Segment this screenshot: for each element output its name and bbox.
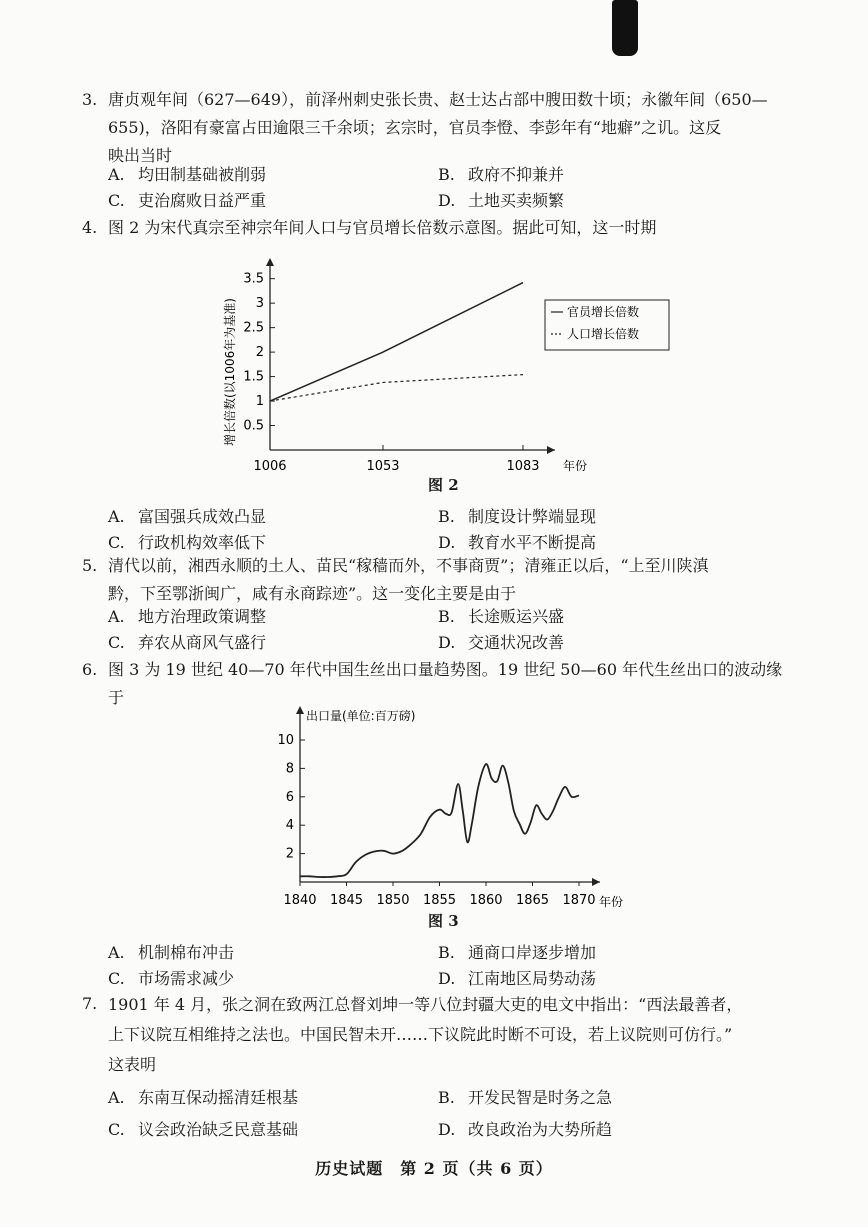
figure-3-caption: 图 3 bbox=[428, 912, 459, 930]
option-d[interactable]: D. 交通状况改善 bbox=[438, 633, 565, 652]
x-tick-label: 1850 bbox=[376, 893, 410, 908]
question-stem: 唐贞观年间（627—649），前泽州刺史张长贵、赵士达占部中膄田数十顷；永徽年间（650— 655)，洛阳有豪富占田逾限三千余顷；玄宗时，官员李憕、李彭年有“地癖”之讥。这反 映出当时 bbox=[108, 90, 768, 165]
y-tick-label: 2 bbox=[255, 345, 264, 361]
option-d[interactable]: D. 改良政治为大势所趋 bbox=[438, 1120, 613, 1139]
y-tick-label: 2.5 bbox=[243, 320, 264, 336]
x-tick-label: 1845 bbox=[329, 893, 364, 908]
option-b[interactable]: B. 通商口岸逐步增加 bbox=[438, 943, 597, 962]
option-a[interactable]: A. 富国强兵成效凸显 bbox=[108, 507, 267, 526]
figure-3-chart bbox=[260, 705, 640, 910]
options-4 bbox=[108, 504, 798, 556]
question-number: 7. bbox=[82, 994, 98, 1013]
y-tick-label: 1.5 bbox=[243, 369, 264, 385]
option-b[interactable]: B. 长途贩运兴盛 bbox=[438, 607, 565, 626]
option-a[interactable]: A. 均田制基础被削弱 bbox=[108, 165, 267, 184]
question-stem: 1901 年 4 月，张之洞在致两江总督刘坤一等八位封疆大吏的电文中指出：“西法最善者， 上下议院互相维持之法也。中国民智未开……下议院此时断不可设，若上议院则可仿行。” 这表明 bbox=[108, 995, 743, 1074]
y-tick-label: 3 bbox=[255, 296, 264, 312]
option-a[interactable]: A. 机制棉布冲击 bbox=[108, 943, 235, 962]
x-axis-arrow bbox=[547, 446, 555, 454]
legend-label: 官员增长倍数 bbox=[567, 305, 640, 319]
x-tick-label: 1865 bbox=[515, 893, 550, 908]
option-d[interactable]: D. 土地买卖频繁 bbox=[438, 191, 565, 210]
silk-export-line bbox=[300, 764, 579, 877]
y-tick-label: 10 bbox=[277, 733, 294, 748]
option-a[interactable]: A. 地方治理政策调整 bbox=[108, 607, 267, 626]
option-d[interactable]: D. 教育水平不断提高 bbox=[438, 533, 597, 552]
question-4 bbox=[82, 214, 794, 242]
question-5 bbox=[82, 552, 794, 608]
figure-2-chart bbox=[200, 250, 680, 475]
figure-2-caption: 图 2 bbox=[428, 476, 459, 494]
y-axis-arrow bbox=[296, 706, 304, 714]
series-line-population bbox=[270, 375, 523, 401]
figure-2-svg bbox=[200, 250, 680, 475]
question-stem: 图 3 为 19 世纪 40—70 年代中国生丝出口量趋势图。19 世纪 50—60 年代生丝出口的波动缘 于 bbox=[108, 660, 783, 707]
y-tick-label: 3.5 bbox=[243, 271, 264, 287]
legend-label: 人口增长倍数 bbox=[567, 327, 640, 341]
x-tick-label: 1083 bbox=[506, 459, 540, 474]
y-tick-label: 0.5 bbox=[243, 418, 264, 434]
series-line-officials bbox=[270, 283, 523, 401]
y-tick-label: 6 bbox=[285, 789, 294, 805]
y-tick-label: 8 bbox=[285, 761, 294, 777]
option-b[interactable]: B. 制度设计弊端显现 bbox=[438, 507, 597, 526]
x-axis-label: 年份 bbox=[563, 459, 588, 473]
question-6 bbox=[82, 656, 794, 712]
y-tick-label: 1 bbox=[255, 394, 264, 410]
question-number: 3. bbox=[82, 90, 98, 109]
figure-3-svg bbox=[260, 705, 640, 910]
page-footer: 历史试题 第 2 页（共 6 页） bbox=[315, 1159, 553, 1178]
option-c[interactable]: C. 吏治腐败日益严重 bbox=[108, 191, 267, 210]
y-axis-arrow bbox=[266, 258, 274, 266]
option-a[interactable]: A. 东南互保动摇清廷根基 bbox=[108, 1088, 299, 1107]
x-tick-label: 1860 bbox=[469, 893, 503, 908]
y-axis-label: 出口量(单位:百万磅) bbox=[306, 709, 416, 723]
y-tick-label: 2 bbox=[285, 846, 294, 862]
x-tick-label: 1855 bbox=[422, 893, 457, 908]
option-c[interactable]: C. 行政机构效率低下 bbox=[108, 533, 267, 552]
x-tick-label: 1840 bbox=[283, 893, 317, 908]
scan-artifact bbox=[612, 0, 638, 56]
y-axis-label: 增长倍数(以1006年为基准) bbox=[223, 298, 237, 446]
question-number: 6. bbox=[82, 660, 98, 679]
option-b[interactable]: B. 开发民智是时务之急 bbox=[438, 1088, 613, 1107]
question-stem: 图 2 为宋代真宗至神宗年间人口与官员增长倍数示意图。据此可知，这一时期 bbox=[108, 218, 657, 237]
question-stem: 清代以前，湘西永顺的土人、苗民“稼穑而外，不事商贾”；清雍正以后，“上至川陕滇 黔，下至鄂浙闽广，咸有永商踪迹”。这一变化主要是由于 bbox=[108, 556, 709, 603]
options-7 bbox=[108, 1082, 798, 1146]
x-tick-label: 1870 bbox=[562, 893, 596, 908]
question-3 bbox=[82, 86, 794, 170]
options-5 bbox=[108, 604, 798, 656]
x-axis-label: 年份 bbox=[599, 895, 624, 909]
options-3 bbox=[108, 162, 798, 214]
option-c[interactable]: C. 市场需求减少 bbox=[108, 969, 235, 988]
x-tick-label: 1006 bbox=[253, 459, 287, 474]
question-number: 4. bbox=[82, 218, 98, 237]
x-axis-arrow bbox=[592, 878, 600, 886]
option-d[interactable]: D. 江南地区局势动荡 bbox=[438, 969, 597, 988]
question-7 bbox=[82, 990, 794, 1080]
y-tick-label: 4 bbox=[285, 818, 294, 834]
question-number: 5. bbox=[82, 556, 98, 575]
option-b[interactable]: B. 政府不抑兼并 bbox=[438, 165, 565, 184]
option-c[interactable]: C. 议会政治缺乏民意基础 bbox=[108, 1120, 299, 1139]
option-c[interactable]: C. 弃农从商风气盛行 bbox=[108, 633, 267, 652]
options-6 bbox=[108, 940, 798, 992]
x-tick-label: 1053 bbox=[366, 459, 400, 474]
